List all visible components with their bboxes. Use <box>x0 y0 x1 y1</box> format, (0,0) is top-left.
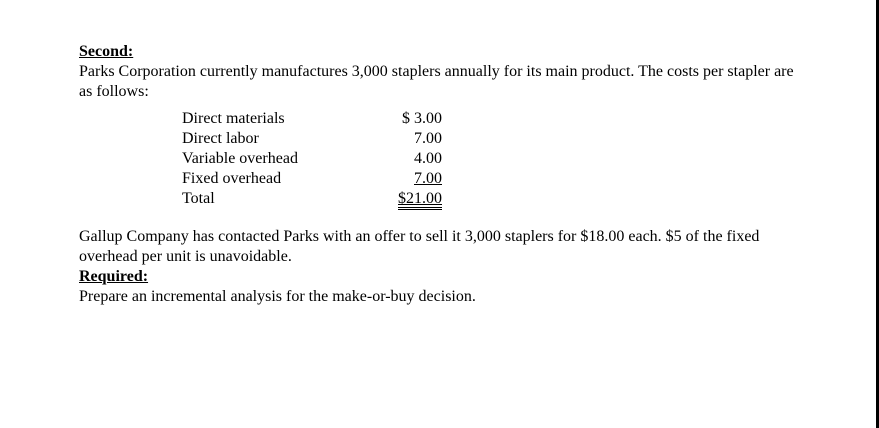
cost-label: Fixed overhead <box>182 170 282 187</box>
total-row <box>182 189 442 209</box>
total-amount: $21.00 <box>392 189 442 209</box>
cost-row <box>182 129 442 149</box>
cost-label: Direct labor <box>182 130 259 147</box>
cost-label: Direct materials <box>182 110 285 127</box>
cost-row <box>182 149 442 169</box>
cost-label: Variable overhead <box>182 150 298 167</box>
cost-amount: 7.00 <box>414 170 442 187</box>
offer-paragraph: Gallup Company has contacted Parks with an offer to sell it 3,000 staplers for $18.00 each. $5 of the fixed overhead per unit is unavoidable. <box>79 228 760 265</box>
cost-row <box>182 169 442 189</box>
cost-table <box>182 109 442 209</box>
cost-amount: 4.00 <box>414 150 442 167</box>
cost-row <box>182 109 442 129</box>
required-heading: Required: <box>79 268 149 285</box>
intro-paragraph: Parks Corporation currently manufactures 3,000 staplers annually for its main product. The costs per stapler are as follows: <box>79 63 794 100</box>
total-label: Total <box>182 190 215 207</box>
cost-amount: $ 3.00 <box>402 110 442 127</box>
required-text: Prepare an incremental analysis for the make-or-buy decision. <box>79 288 476 305</box>
cost-amount: 7.00 <box>414 130 442 147</box>
section-heading: Second: <box>79 43 134 60</box>
problem-text <box>79 42 799 307</box>
